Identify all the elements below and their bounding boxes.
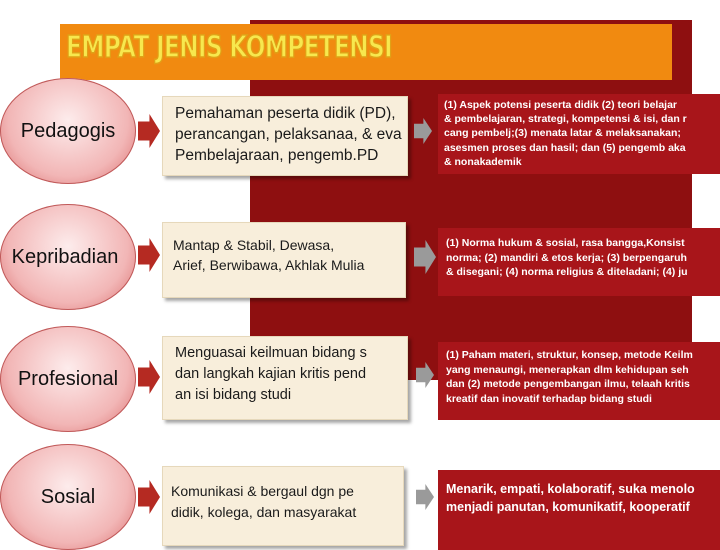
- description-line: perancangan, pelaksanaa, & eva: [175, 126, 402, 143]
- description-line: Komunikasi & bergaul dgn pe: [171, 483, 354, 499]
- competency-name: Pedagogis: [20, 119, 116, 142]
- indicator-line: Menarik, empati, kolaboratif, suka menolo: [446, 482, 695, 496]
- competency-name: Kepribadian: [11, 245, 119, 268]
- indicator-line: (1) Aspek potensi peserta didik (2) teori belajar: [444, 99, 678, 111]
- indicator-line: menjadi panutan, komunikatif, kooperatif: [446, 500, 690, 514]
- description-line: Arief, Berwibawa, Akhlak Mulia: [173, 257, 365, 273]
- arrow-right-icon: [138, 480, 160, 514]
- arrow-right-icon: [416, 484, 434, 510]
- indicator-line: kreatif dan inovatif terhadap bidang studi: [446, 392, 652, 405]
- description-box-pedagogis: [162, 96, 408, 176]
- competency-ellipse-sosial: [0, 444, 136, 550]
- description-line: Pemahaman peserta didik (PD),: [175, 105, 396, 122]
- indicator-line: norma; (2) mandiri & etos kerja; (3) berpengaruh: [446, 251, 687, 264]
- description-line: Pembelajaraan, pengemb.PD: [175, 147, 379, 164]
- slide-title: EMPAT JENIS KOMPETENSI: [66, 30, 392, 65]
- indicator-line: yang menaungi, menerapkan dlm kehidupan seh: [446, 363, 689, 376]
- indicator-box-sosial: [438, 470, 720, 550]
- competency-name: Sosial: [40, 485, 96, 508]
- indicator-line: asesmen proses dan hasil; dan (5) pengemb aka: [444, 141, 686, 154]
- competency-name: Profesional: [17, 367, 119, 390]
- arrow-right-icon: [138, 114, 160, 148]
- indicator-line: dan (2) metode pengembangan ilmu, telaah kritis: [446, 378, 690, 390]
- description-line: an isi bidang studi: [175, 387, 292, 403]
- arrow-right-icon: [138, 238, 160, 272]
- indicator-box-pedagogis: [438, 94, 720, 174]
- description-box-profesional: [162, 336, 408, 420]
- description-line: dan langkah kajian kritis pend: [175, 366, 367, 382]
- description-box-kepribadian: [162, 222, 406, 298]
- indicator-line: & nonakademik: [444, 155, 522, 168]
- description-line: didik, kolega, dan masyarakat: [171, 504, 357, 520]
- description-line: Mantap & Stabil, Dewasa,: [173, 237, 335, 253]
- competency-ellipse-kepribadian: [0, 204, 136, 310]
- indicator-line: & pembelajaran, strategi, kompetensi & isi, dan r: [444, 113, 687, 126]
- indicator-line: (1) Paham materi, struktur, konsep, metode Keilm: [446, 349, 693, 361]
- indicator-line: cang pembelj;(3) menata latar & melaksanakan;: [444, 127, 681, 140]
- competency-ellipse-pedagogis: [0, 78, 136, 184]
- indicator-box-profesional: [438, 342, 720, 420]
- competency-ellipse-profesional: [0, 326, 136, 432]
- indicator-line: (1) Norma hukum & sosial, rasa bangga,Konsist: [446, 237, 685, 249]
- description-box-sosial: [162, 466, 404, 546]
- description-line: Menguasai keilmuan bidang s: [175, 345, 367, 361]
- arrow-right-icon: [138, 360, 160, 394]
- indicator-box-kepribadian: [438, 228, 720, 296]
- indicator-line: & disegani; (4) norma religius & diteladani; (4) ju: [446, 266, 688, 278]
